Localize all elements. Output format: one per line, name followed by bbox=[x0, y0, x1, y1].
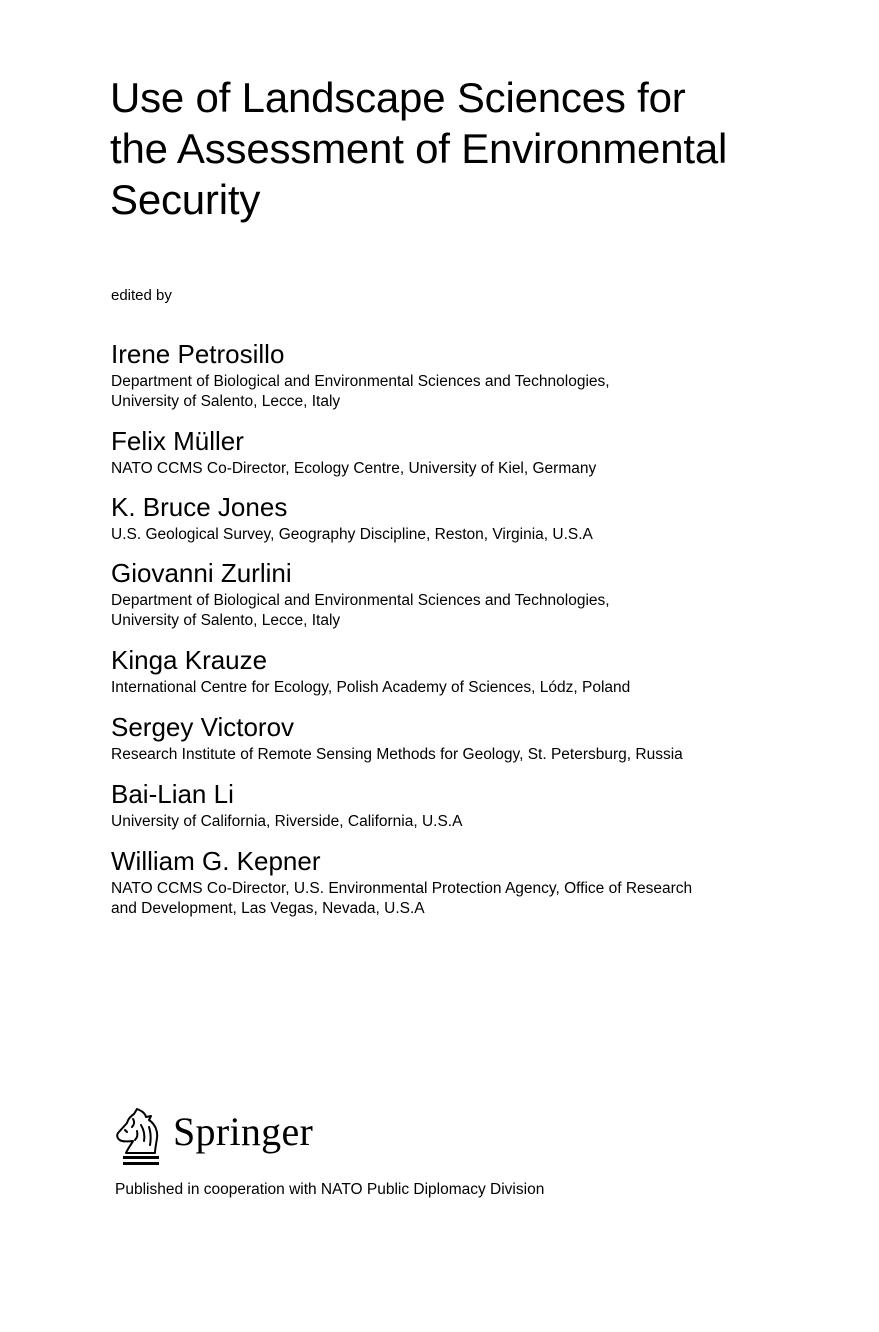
editor-name: William G. Kepner bbox=[111, 846, 321, 876]
editor-name: Irene Petrosillo bbox=[111, 339, 285, 369]
edited-by-label: edited by bbox=[111, 287, 172, 304]
springer-logo bbox=[111, 1104, 313, 1168]
editor-entry bbox=[111, 425, 811, 479]
title-line-1: Use of Landscape Sciences for bbox=[110, 74, 686, 121]
publisher-name: Springer bbox=[173, 1109, 314, 1154]
editor-entry bbox=[111, 711, 811, 765]
editor-affiliation: Research Institute of Remote Sensing Methods for Geology, St. Petersburg, Russia bbox=[111, 746, 683, 763]
publication-note: Published in cooperation with NATO Public Diplomacy Division bbox=[115, 1181, 545, 1198]
editor-entry bbox=[111, 338, 811, 412]
editor-entry bbox=[111, 778, 811, 832]
editor-entry bbox=[111, 644, 811, 698]
editor-name: Bai-Lian Li bbox=[111, 779, 234, 809]
title-line-2: the Assessment of Environmental bbox=[110, 125, 728, 172]
editor-affiliation: International Centre for Ecology, Polish Academy of Sciences, Lódz, Poland bbox=[111, 679, 631, 696]
editor-list bbox=[111, 338, 811, 919]
title-line-3: Security bbox=[110, 176, 261, 223]
editor-entry bbox=[111, 557, 811, 631]
editor-affiliation: U.S. Geological Survey, Geography Discipline, Reston, Virginia, U.S.A bbox=[111, 526, 593, 543]
editor-name: Sergey Victorov bbox=[111, 712, 295, 742]
book-title bbox=[110, 72, 810, 225]
editor-name: Felix Müller bbox=[111, 426, 244, 456]
editor-affiliation: NATO CCMS Co-Director, U.S. Environmental Protection Agency, Office of Research and Development, Las Vegas, Nevada, U.S.A bbox=[111, 880, 693, 917]
editor-name: Giovanni Zurlini bbox=[111, 558, 292, 588]
editor-affiliation: NATO CCMS Co-Director, Ecology Centre, University of Kiel, Germany bbox=[111, 460, 597, 477]
editor-entry bbox=[111, 845, 811, 919]
springer-horse-icon bbox=[111, 1105, 165, 1167]
editor-affiliation: Department of Biological and Environmental Sciences and Technologies, University of Salento, Lecce, Italy bbox=[111, 373, 610, 410]
editor-entry bbox=[111, 491, 811, 545]
editor-affiliation: Department of Biological and Environmental Sciences and Technologies, University of Salento, Lecce, Italy bbox=[111, 592, 610, 629]
editor-name: K. Bruce Jones bbox=[111, 492, 288, 522]
editor-name: Kinga Krauze bbox=[111, 645, 268, 675]
editor-affiliation: University of California, Riverside, California, U.S.A bbox=[111, 813, 463, 830]
